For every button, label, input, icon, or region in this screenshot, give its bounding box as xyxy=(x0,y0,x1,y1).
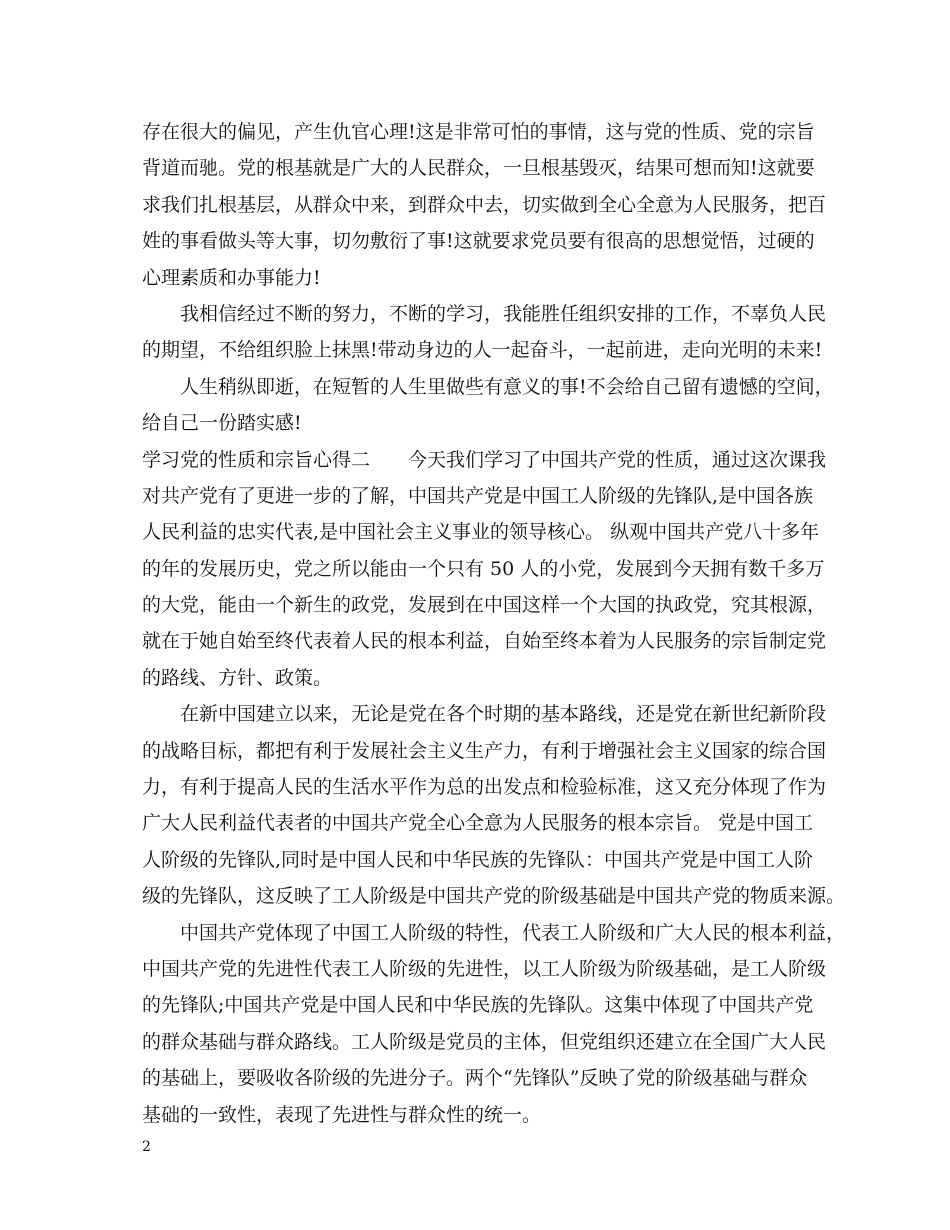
text-line: 人生稍纵即逝，在短暂的人生里做些有意义的事!不会给自己留有遗憾的空间， xyxy=(142,375,834,398)
text-line: 对共产党有了更进一步的了解，中国共产党是中国工人阶级的先锋队,是中国各族 xyxy=(142,484,814,507)
text-line: 中国共产党的先进性代表工人阶级的先进性，以工人阶级为阶级基础，是工人阶级 xyxy=(142,957,827,980)
text-line: 的先锋队;中国共产党是中国人民和中华民族的先锋队。这集中体现了中国共产党 xyxy=(142,994,814,1017)
text-line: 基础的一致性，表现了先进性与群众性的统一。 xyxy=(142,1103,542,1126)
text-line: 求我们扎根基层，从群众中来，到群众中去，切实做到全心全意为人民服务，把百 xyxy=(142,193,827,216)
text-line: 姓的事看做头等大事，切勿敷衍了事!这就要求党员要有很高的思想觉悟，过硬的 xyxy=(142,230,815,253)
text-line: 学习党的性质和宗旨心得二 今天我们学习了中国共产党的性质，通过这次课我 xyxy=(142,448,827,471)
text-line: 背道而驰。党的根基就是广大的人民群众，一旦根基毁灭，结果可想而知!这就要 xyxy=(142,157,815,180)
text-line: 的年的发展历史，党之所以能由一个只有 50 人的小党，发展到今天拥有数千多万 xyxy=(142,557,825,580)
body-text xyxy=(142,114,846,1133)
text-line: 给自己一份踏实感! xyxy=(142,412,302,435)
text-line: 我相信经过不断的努力，不断的学习，我能胜任组织安排的工作，不辜负人民 xyxy=(142,302,827,325)
text-line: 的群众基础与群众路线。工人阶级是党员的主体，但党组织还建立在全国广大人民 xyxy=(142,1030,827,1053)
text-line: 广大人民利益代表者的中国共产党全心全意为人民服务的根本宗旨。 党是中国工 xyxy=(142,812,814,835)
text-line: 人阶级的先锋队,同时是中国人民和中华民族的先锋队：中国共产党是中国工人阶 xyxy=(142,848,814,871)
text-line: 心理素质和办事能力! xyxy=(142,266,321,289)
text-line: 的战略目标，都把有利于发展社会主义生产力，有利于增强社会主义国家的综合国 xyxy=(142,739,827,762)
page-number: 2 xyxy=(142,1139,151,1155)
text-line: 人民利益的忠实代表,是中国社会主义事业的领导核心。 纵观中国共产党八十多年 xyxy=(142,521,820,544)
text-line: 力，有利于提高人民的生活水平作为总的出发点和检验标准，这又充分体现了作为 xyxy=(142,776,827,799)
text-line: 的大党，能由一个新生的政党，发展到在中国这样一个大国的执政党，究其根源， xyxy=(142,594,827,617)
text-line: 在新中国建立以来，无论是党在各个时期的基本路线，还是党在新世纪新阶段 xyxy=(142,703,827,726)
text-line: 就在于她自始至终代表着人民的根本利益，自始至终本着为人民服务的宗旨制定党 xyxy=(142,630,827,653)
text-line: 存在很大的偏见，产生仇官心理!这是非常可怕的事情，这与党的性质、党的宗旨 xyxy=(142,121,815,143)
text-line: 中国共产党体现了中国工人阶级的特性，代表工人阶级和广大人民的根本利益， xyxy=(142,921,846,944)
text-line: 的期望，不给组织脸上抹黑!带动身边的人一起奋斗，一起前进，走向光明的未来! xyxy=(142,339,823,362)
text-line: 的路线、方针、政策。 xyxy=(142,666,333,689)
text-line: 级的先锋队，这反映了工人阶级是中国共产党的阶级基础是中国共产党的物质来源。 xyxy=(142,885,846,908)
text-line: 的基础上，要吸收各阶级的先进分子。两个“先锋队”反映了党的阶级基础与群众 xyxy=(142,1067,808,1090)
